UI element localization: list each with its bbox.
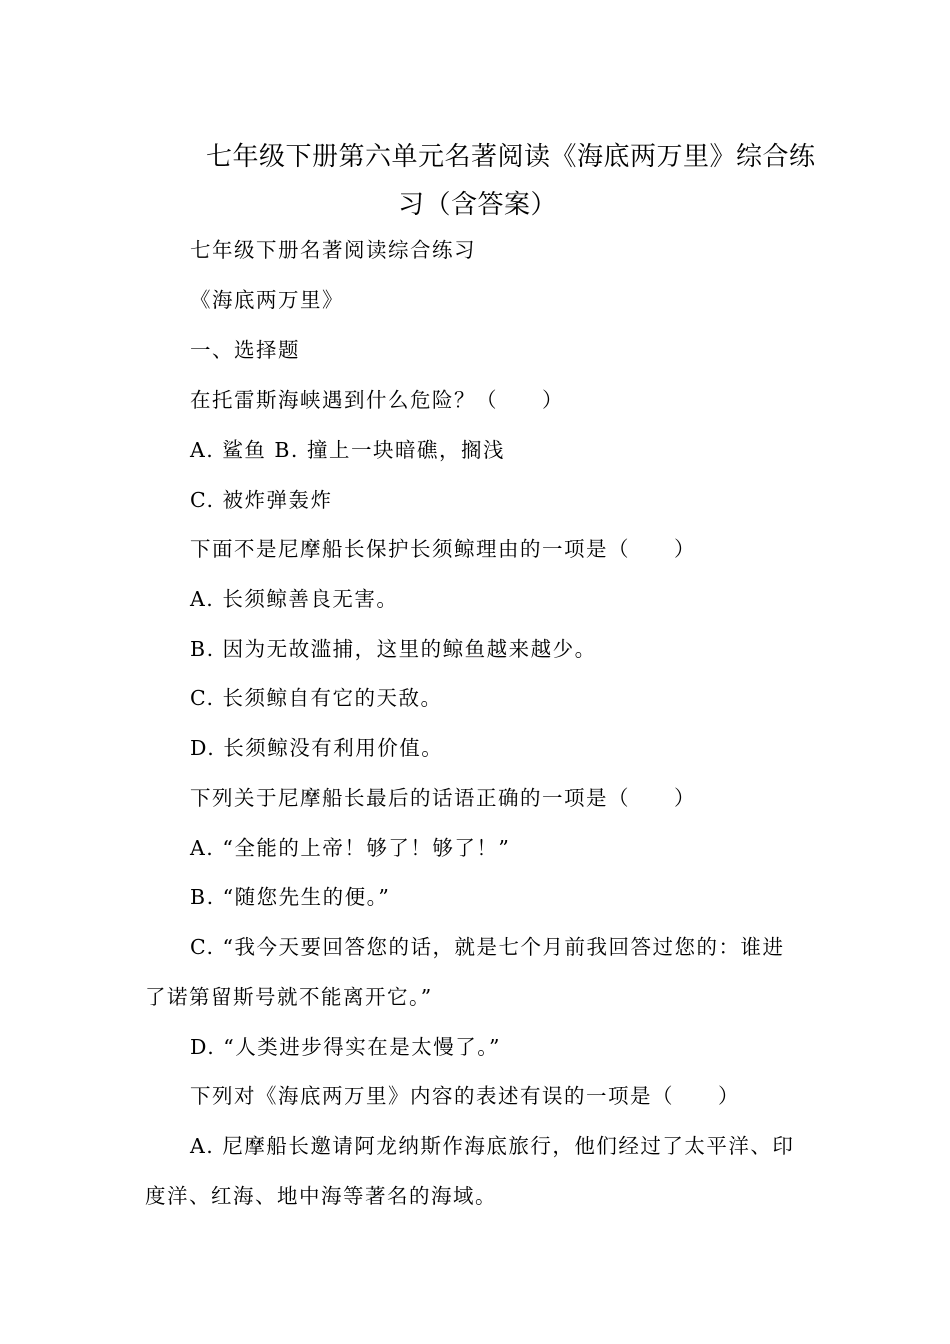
question-3-option: C. “我今天要回答您的话，就是七个月前我回答过您的：谁进 — [190, 935, 785, 959]
question-3-option: B. “随您先生的便。” — [190, 885, 391, 909]
question-1-stem: 在托雷斯海峡遇到什么危险？（ ） — [190, 388, 564, 412]
question-3-option: A. “全能的上帝！够了！够了！” — [190, 836, 511, 860]
question-4-option-continued: 度洋、红海、地中海等著名的海域。 — [145, 1184, 497, 1208]
question-2-option: A. 长须鲸善良无害。 — [190, 587, 399, 611]
question-1-option: C. 被炸弹轰炸 — [190, 488, 333, 512]
document-subtitle: 七年级下册名著阅读综合练习 — [190, 238, 476, 262]
section-heading: 一、选择题 — [190, 338, 300, 362]
book-title: 《海底两万里》 — [190, 288, 344, 312]
document-title-line-1: 七年级下册第六单元名著阅读《海底两万里》综合练 — [206, 142, 816, 172]
question-4-option: A. 尼摩船长邀请阿龙纳斯作海底旅行，他们经过了太平洋、印 — [190, 1134, 795, 1158]
question-1-option: A. 鲨鱼 B. 撞上一块暗礁，搁浅 — [190, 438, 505, 462]
question-2-option: D. 长须鲸没有利用价值。 — [190, 736, 444, 760]
question-3-option-continued: 了诺第留斯号就不能离开它。” — [145, 985, 433, 1009]
question-2-stem: 下面不是尼摩船长保护长须鲸理由的一项是（ ） — [190, 537, 696, 561]
question-4-stem: 下列对《海底两万里》内容的表述有误的一项是（ ） — [190, 1084, 740, 1108]
question-3-stem: 下列关于尼摩船长最后的话语正确的一项是（ ） — [190, 786, 696, 810]
document-title-line-2: 习（含答案） — [398, 190, 558, 220]
question-2-option: B. 因为无故滥捕，这里的鲸鱼越来越少。 — [190, 637, 597, 661]
question-2-option: C. 长须鲸自有它的天敌。 — [190, 686, 443, 710]
question-3-option: D. “人类进步得实在是太慢了。” — [190, 1035, 501, 1059]
